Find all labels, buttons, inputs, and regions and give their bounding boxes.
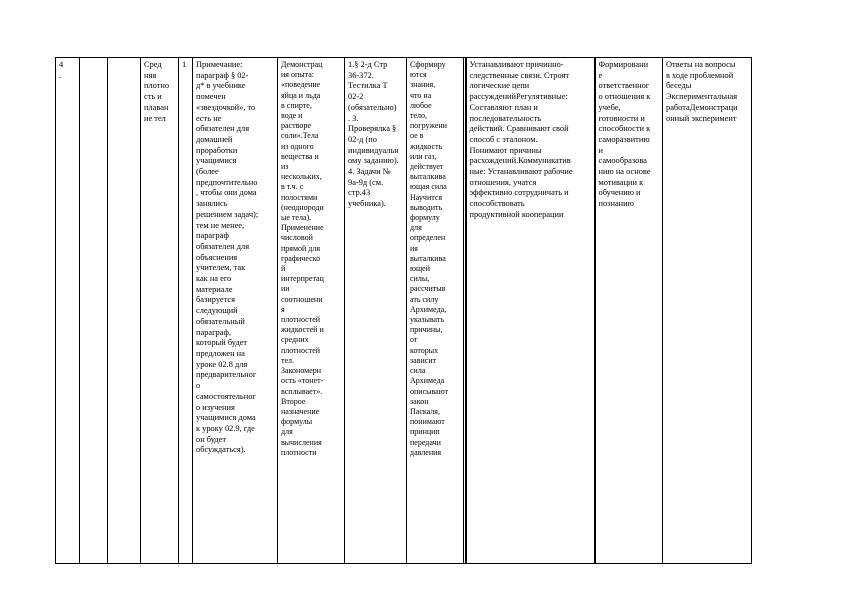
blank-cell-2 xyxy=(108,58,141,564)
hours-cell xyxy=(179,58,193,564)
lesson-knowledge: Сформиру ются знания, что на любое тело, погружени ое в жидкость или газ, действует выталкива ющая сила Научится выводить формулу для определен ия выталкива ющей силы, рассчитыв ать силу Архимеда, указывать причины, от которых зависит сила Архимеда описывают закон Паскаля, понимают принцип передачи давления xyxy=(410,60,449,457)
personal-cell xyxy=(595,58,663,564)
lesson-note: Примечание: параграф § 02- д* в учебнике помечен «звездочкой», то есть не обязателен для домашней проработки учащимися (более предпочтительно , чтобы они дома занялись решением задач); тем не менее, параграф обязателен для объяснения учителем, так как на его материале базируется следующий обязательный параграф, который будет предложен на уроке 02.8 для предварительног о самостоятельног о изучения учащимися дома к уроку 02.9, где он будет обсуждаться). xyxy=(196,60,259,455)
note-cell xyxy=(193,58,278,564)
knowledge-cell xyxy=(407,58,464,564)
table-row xyxy=(56,58,752,564)
lesson-hours: 1 xyxy=(182,60,187,69)
control-cell xyxy=(663,58,752,564)
lesson-plan-table xyxy=(55,57,752,564)
homework-cell xyxy=(345,58,407,564)
demo-cell xyxy=(278,58,345,564)
lesson-personal: Формировани е ответственног о отношения к учебе, готовности и способности к саморазвитию и самообразова нию на основе мотивации к обучению и познанию xyxy=(598,60,651,209)
blank-cell-1 xyxy=(80,58,108,564)
lesson-homework: 1.§ 2-д Стр 36-372. Тестилка Т 02-2 (обязательно) . 3. Проверялка § 02-д (по индивидуальн ому заданию). 4. Задачи № 9а-9д (см. стр.43 учебника). xyxy=(348,60,399,209)
lesson-uud: Устанавливают причинно- следственные связи. Строят логические цепи рассужденийРегулятивные: Составляют план и последовательность действий. Сравнивают свой способ с эталоном. Понимают причины расхождений.Коммуникатив ные: Устанавливают рабочие отношения, учатся эффективно сотрудничать и способствовать продуктивной кооперации xyxy=(469,60,573,219)
lesson-demo: Демонстрац ия опыта: «поведение яйца и льда в спирте, воде и растворе соли».Тела из одного вещества и из нескольких, в т.ч. с полостями (неоднороди ые тела). Применение числовой прямой для графическо й интерпретац ии соотношени я плотностей жидкостей и средних плотностей тел. Закономерн ость «тонет- всплывает». Второе назначение формулы для вычисления плотности xyxy=(281,60,324,457)
lesson-topic: Сред няя плотно сть и плаван ие тел xyxy=(144,60,170,123)
uud-cell xyxy=(466,58,595,564)
row-number: 4 . xyxy=(59,60,64,80)
row-number-cell xyxy=(56,58,80,564)
topic-cell xyxy=(141,58,179,564)
lesson-control: Ответы на вопросы в ходе проблемной беседы Экспериментальная работаДемонстраци онный эксперимент xyxy=(666,60,738,123)
